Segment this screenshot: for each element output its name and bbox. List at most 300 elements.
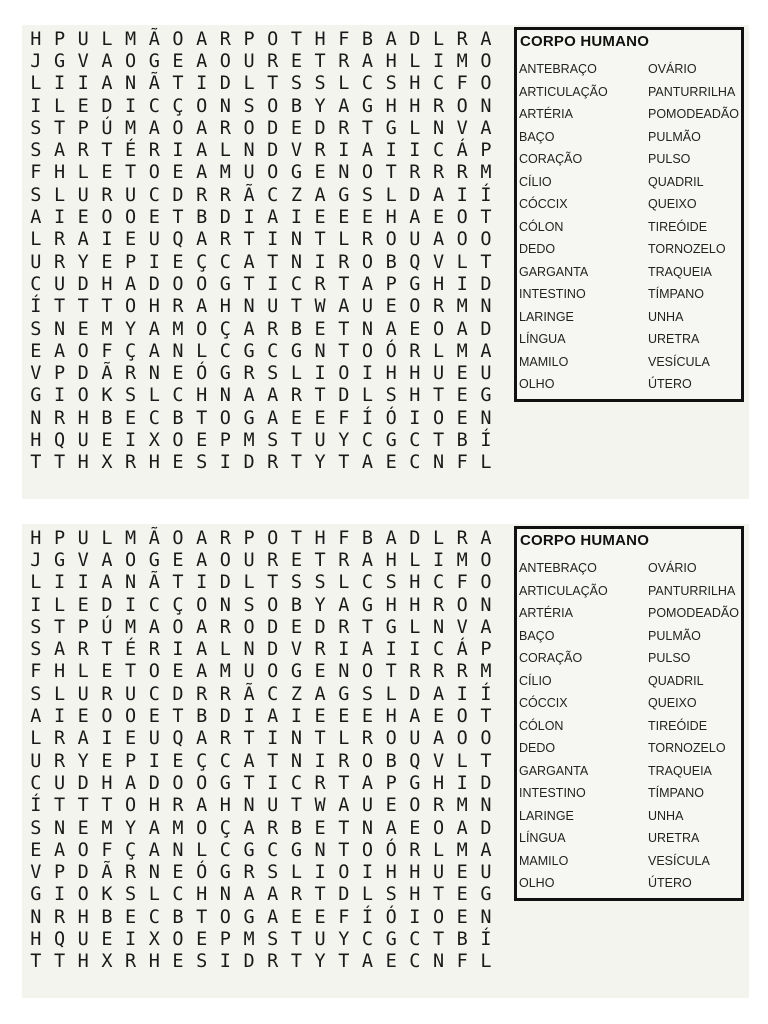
word-list-item: OLHO [519,377,555,391]
grid-letter: L [196,839,208,861]
grid-letter: R [243,862,255,884]
grid-letter: C [148,407,160,429]
grid-letter: T [338,839,350,861]
grid-letter: L [432,28,445,50]
word-list-item: PULSO [648,651,691,665]
grid-letter: Ã [148,527,160,549]
grid-letter: O [432,906,445,928]
grid-letter: A [361,772,374,794]
grid-letter: R [338,549,350,571]
grid-letter: G [30,884,42,906]
grid-letter: R [409,661,421,683]
grid-letter: U [77,429,89,451]
grid-letter: O [172,273,184,295]
grid-letter: A [361,639,374,661]
grid-letter: S [290,572,302,594]
grid-letter: A [30,207,42,229]
word-list-item: TIREÓIDE [648,219,708,234]
grid-letter: H [101,772,113,794]
grid-letter: H [196,385,208,407]
grid-letter: U [432,363,445,385]
grid-letter: B [101,407,113,429]
grid-letter: A [196,296,208,318]
word-list-item: CORAÇÃO [519,152,583,166]
grid-letter: D [409,527,421,549]
word-list-item: DEDO [519,741,556,755]
grid-letter: E [77,594,89,616]
grid-letter: O [267,527,279,549]
grid-letter: A [196,140,208,162]
grid-letter: U [480,862,492,884]
grid-letter: E [101,750,113,772]
grid-letter: U [243,162,255,184]
grid-letter: U [243,50,255,72]
grid-letter: L [338,229,350,251]
grid-letter: D [77,772,89,794]
grid-letter: S [385,884,397,906]
grid-letter: E [456,906,468,928]
word-list-item: QUADRIL [648,673,704,688]
grid-letter: V [30,862,42,884]
grid-letter: B [172,906,184,928]
grid-letter: Z [290,184,302,206]
word-list-left-column [519,557,608,895]
grid-letter: A [125,772,137,794]
word-list-item: POMODEADÃO [648,606,739,620]
grid-letter: T [290,28,302,50]
grid-letter: L [196,340,208,362]
grid-letter: Q [172,728,184,750]
grid-letter: H [148,296,160,318]
grid-letter: M [456,795,468,817]
grid-letter: O [361,839,374,861]
grid-letter: E [314,906,326,928]
grid-letter: P [385,273,397,295]
grid-letter: Í [361,906,374,928]
grid-letter: T [314,549,326,571]
grid-letter: E [385,296,397,318]
grid-letter: P [53,363,66,385]
grid-letter: C [361,572,374,594]
grid-letter: I [385,140,397,162]
grid-letter: I [267,772,279,794]
grid-letter: W [314,795,326,817]
word-list-item: UNHA [648,309,684,324]
grid-letter: R [338,117,350,139]
grid-letter: H [385,549,397,571]
grid-letter: A [148,839,160,861]
grid-letter: A [101,549,113,571]
grid-letter: G [290,340,302,362]
grid-letter: S [385,572,397,594]
grid-letter: A [77,229,89,251]
grid-letter: R [338,50,350,72]
grid-letter: L [456,750,468,772]
word-list-item: INTESTINO [519,287,586,301]
grid-letter: T [172,706,184,728]
grid-letter: E [172,549,184,571]
grid-letter: G [290,661,302,683]
word-list-box [514,526,744,901]
grid-letter: S [30,184,42,206]
grid-letter: A [338,95,350,117]
grid-letter: E [101,661,113,683]
grid-letter: E [338,706,350,728]
grid-letter: N [125,73,137,95]
grid-letter: H [77,407,89,429]
grid-letter: P [125,750,137,772]
grid-letter: D [314,117,326,139]
grid-letter: D [480,817,492,839]
grid-letter: R [148,140,160,162]
grid-letter: G [385,928,397,950]
grid-letter: B [101,906,113,928]
grid-letter: E [385,795,397,817]
grid-letter: O [172,527,184,549]
word-list-item: GARGANTA [519,264,589,279]
grid-letter: V [456,616,468,638]
grid-letter: B [196,207,208,229]
grid-letter: P [480,639,492,661]
grid-letter: L [101,527,113,549]
grid-letter: A [361,140,374,162]
grid-letter: Y [314,452,326,474]
grid-letter: L [480,951,492,973]
grid-letter: R [338,251,350,273]
grid-letter: E [338,207,350,229]
grid-letter: I [125,594,137,616]
grid-letter: E [385,951,397,973]
grid-letter: H [409,73,421,95]
grid-letter: E [172,750,184,772]
grid-letter: O [480,549,492,571]
grid-letter: L [338,572,350,594]
grid-letter: T [338,951,350,973]
grid-letter: U [77,928,89,950]
grid-letter: D [314,616,326,638]
word-list-item: BAÇO [519,129,555,144]
word-list-item: BAÇO [519,628,555,643]
grid-letter: E [148,706,160,728]
grid-letter: N [432,117,445,139]
grid-letter: O [267,594,279,616]
grid-letter: H [385,862,397,884]
grid-letter: E [172,251,184,273]
grid-letter: E [456,363,468,385]
word-list-item: LARINGE [519,808,574,823]
grid-letter: A [101,50,113,72]
grid-letter: I [338,639,350,661]
word-list-item: ANTEBRAÇO [519,62,597,76]
grid-letter: P [53,28,66,50]
word-list-right-column [648,58,739,396]
grid-letter: N [480,407,492,429]
grid-letter: G [243,407,255,429]
grid-letter: O [432,318,445,340]
grid-letter: T [314,728,326,750]
grid-letter: E [314,207,326,229]
grid-letter: B [456,429,468,451]
grid-letter: R [290,385,302,407]
word-list-title: CORPO HUMANO [520,33,650,50]
grid-letter: I [77,73,89,95]
grid-letter: V [290,140,302,162]
grid-letter: T [338,772,350,794]
grid-letter: D [267,616,279,638]
grid-letter: Ã [243,683,255,705]
grid-letter: O [219,906,231,928]
grid-letter: H [30,928,42,950]
grid-letter: R [361,229,374,251]
grid-letter: T [338,340,350,362]
grid-letter: G [480,385,492,407]
grid-letter: A [53,340,66,362]
grid-letter: D [101,594,113,616]
grid-letter: O [172,772,184,794]
grid-letter: T [290,429,302,451]
grid-letter: D [409,184,421,206]
grid-letter: T [53,951,66,973]
grid-letter: R [172,795,184,817]
grid-letter: M [480,661,492,683]
grid-letter: X [101,951,113,973]
grid-letter: S [314,572,326,594]
grid-letter: B [290,95,302,117]
grid-letter: U [409,728,421,750]
grid-letter: A [196,117,208,139]
word-list-item: OVÁRIO [648,62,697,76]
grid-letter: T [125,661,137,683]
grid-letter: T [480,251,492,273]
grid-letter: N [314,340,326,362]
grid-letter: F [456,452,468,474]
grid-letter: U [77,184,89,206]
grid-letter: T [432,928,445,950]
word-list-item: MAMILO [519,354,569,369]
grid-letter: H [314,28,326,50]
grid-letter: F [456,73,468,95]
grid-letter: L [53,184,66,206]
grid-letter: R [290,884,302,906]
grid-letter: N [480,296,492,318]
grid-letter: I [53,73,66,95]
grid-letter: A [196,661,208,683]
word-list-item: VESÍCULA [648,354,710,369]
word-list-item: DEDO [519,242,556,256]
grid-letter: I [53,706,66,728]
grid-letter: T [290,296,302,318]
grid-letter: A [148,340,160,362]
grid-letter: F [338,906,350,928]
grid-letter: O [125,296,137,318]
grid-letter: E [77,706,89,728]
grid-letter: R [77,140,89,162]
grid-letter: F [101,340,113,362]
grid-letter: A [196,28,208,50]
grid-letter: S [361,184,374,206]
grid-letter: X [101,452,113,474]
grid-letter: N [480,95,492,117]
grid-letter: G [53,50,66,72]
grid-letter: T [243,229,255,251]
grid-letter: D [101,95,113,117]
grid-letter: R [125,363,137,385]
grid-letter: Y [77,750,89,772]
grid-letter: B [385,251,397,273]
grid-letter: A [409,207,421,229]
grid-letter: A [148,817,160,839]
grid-letter: I [456,184,468,206]
grid-letter: O [196,594,208,616]
grid-letter: E [101,429,113,451]
grid-letter: A [385,527,397,549]
grid-letter: R [267,452,279,474]
grid-letter: L [101,28,113,50]
grid-letter: A [338,594,350,616]
grid-letter: Y [338,429,350,451]
grid-letter: L [30,229,42,251]
grid-letter: A [196,50,208,72]
grid-letter: T [77,795,89,817]
grid-letter: M [480,162,492,184]
grid-letter: S [125,385,137,407]
grid-letter: O [409,296,421,318]
grid-letter: M [172,817,184,839]
grid-letter: U [267,296,279,318]
grid-letter: L [432,340,445,362]
grid-letter: C [361,73,374,95]
word-search-sheet-2 [22,524,749,998]
grid-letter: M [456,549,468,571]
grid-letter: T [172,73,184,95]
grid-letter: Y [77,251,89,273]
grid-letter: Ã [101,363,113,385]
grid-letter: N [219,95,231,117]
grid-letter: S [267,928,279,950]
grid-letter: U [409,229,421,251]
grid-letter: O [172,616,184,638]
grid-letter: X [148,429,160,451]
grid-letter: I [172,140,184,162]
grid-letter: M [125,28,137,50]
grid-letter: É [125,140,137,162]
grid-letter: O [219,50,231,72]
grid-letter: S [267,862,279,884]
grid-letter: O [361,162,374,184]
grid-letter: O [456,728,468,750]
grid-letter: Z [290,683,302,705]
grid-letter: G [148,50,160,72]
grid-letter: I [456,772,468,794]
grid-letter: A [267,906,279,928]
word-list-title: CORPO HUMANO [520,532,650,549]
grid-letter: É [125,639,137,661]
grid-letter: D [243,951,255,973]
grid-letter: H [409,363,421,385]
grid-letter: C [219,839,231,861]
grid-letter: I [361,862,374,884]
grid-letter: N [243,795,255,817]
grid-letter: S [196,452,208,474]
grid-letter: G [361,594,374,616]
grid-letter: E [77,318,89,340]
grid-letter: R [196,184,208,206]
letter-grid [24,527,498,973]
grid-letter: U [148,728,160,750]
grid-letter: A [53,639,66,661]
word-search-sheet-1 [22,25,749,499]
grid-letter: R [53,407,66,429]
grid-letter: S [243,594,255,616]
grid-letter: Í [30,795,42,817]
grid-letter: T [290,795,302,817]
grid-letter: A [480,527,492,549]
grid-letter: D [219,572,231,594]
grid-letter: R [456,28,468,50]
grid-letter: N [432,452,445,474]
grid-letter: F [338,527,350,549]
grid-letter: D [480,273,492,295]
word-list-item: TRAQUEIA [648,763,712,778]
grid-letter: H [77,452,89,474]
grid-letter: I [409,140,421,162]
grid-letter: A [480,839,492,861]
grid-letter: U [125,184,137,206]
grid-letter: O [480,728,492,750]
grid-letter: Í [30,296,42,318]
grid-letter: Ú [101,117,113,139]
grid-letter: A [432,184,445,206]
grid-letter: A [338,296,350,318]
grid-letter: A [196,639,208,661]
grid-letter: T [267,750,279,772]
grid-letter: H [385,706,397,728]
grid-letter: A [53,839,66,861]
grid-letter: M [219,661,231,683]
grid-letter: E [172,862,184,884]
grid-letter: M [456,50,468,72]
word-list-item: TÍMPANO [648,287,705,301]
word-list-item: CORAÇÃO [519,651,583,665]
grid-letter: T [101,795,113,817]
grid-letter: N [172,340,184,362]
grid-letter: U [125,683,137,705]
grid-letter: V [30,363,42,385]
grid-letter: L [290,862,302,884]
grid-letter: A [314,683,326,705]
grid-letter: O [480,73,492,95]
grid-letter: I [219,452,231,474]
grid-letter: I [125,928,137,950]
grid-letter: U [480,363,492,385]
grid-letter: T [314,884,326,906]
grid-letter: C [267,340,279,362]
grid-letter: I [172,639,184,661]
grid-letter: U [77,683,89,705]
grid-letter: S [314,73,326,95]
grid-letter: P [77,616,89,638]
word-list-item: ARTÉRIA [519,606,573,620]
grid-letter: O [267,661,279,683]
grid-letter: H [77,906,89,928]
grid-letter: R [267,318,279,340]
grid-letter: C [219,750,231,772]
grid-letter: U [243,661,255,683]
grid-letter: E [125,229,137,251]
grid-letter: Ç [172,95,184,117]
grid-letter: I [243,706,255,728]
grid-letter: T [125,162,137,184]
